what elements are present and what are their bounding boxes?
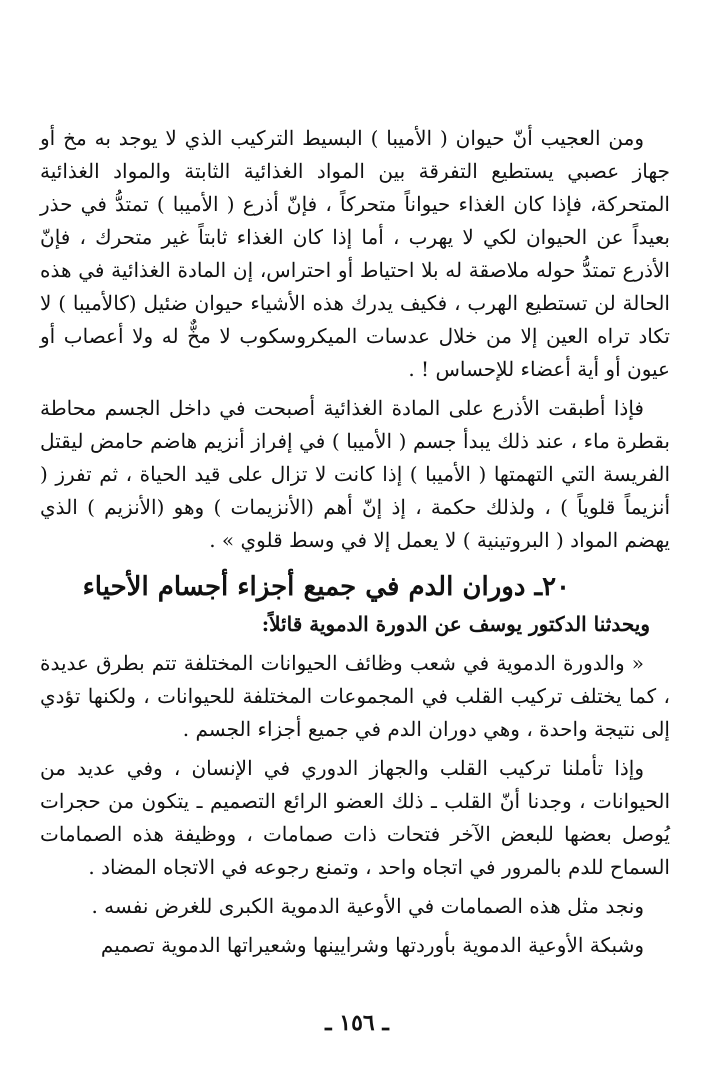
paragraph-circulation-3: ونجد مثل هذه الصمامات في الأوعية الدموية الكبرى للغرض نفسه . (91, 894, 644, 918)
section-subheading: ويحدثنا الدكتور يوسف عن الدورة الدموية قائلاً: (261, 612, 650, 636)
paragraph-amoeba-digestion: فإذا أطبقت الأذرع على المادة الغذائية أصبحت في داخل الجسم محاطة بقطرة ماء ، عند ذلك يبدأ جسم ( الأميبا ) في إفراز أنزيم هاضم حامض ليقتل الفريسة التي التهمتها ( الأميبا ) إذا كانت لا تزال على قيد الحياة ، ثم تفرز ( أنزيماً قلوياً ) ، ولذلك حكمة ، إذ إنّ أهم (الأنزيمات ) وهو (الأنزيم ) الذي يهضم المواد ( البروتينية ) لا يعمل إلا في وسط قلوي » . (40, 396, 670, 552)
page-number: ـ ١٥٦ ـ (325, 1010, 389, 1036)
paragraph-circulation-1: « والدورة الدموية في شعب وظائف الحيوانات المختلفة تتم بطرق عديدة ، كما يختلف تركيب القلب في المجموعات المختلفة للحيوانات ، ولكنها تؤدي إلى نتيجة واحدة ، وهي دوران الدم في جميع أجزاء الجسم . (40, 651, 670, 741)
paragraph-amoeba-intro: ومن العجيب أنّ حيوان ( الأميبا ) البسيط التركيب الذي لا يوجد به مخ أو جهاز عصبي يستطيع التفرقة بين المواد الغذائية الثابتة والمواد الغذائية المتحركة، فإذا كان الغذاء حيواناً متحركاً ، فإنّ أذرع ( الأميبا ) تمتدُّ في حذر بعيداً عن الحيوان لكي لا يهرب ، أما إذا كان الغذاء ثابتاً غير متحرك ، فإنّ الأذرع تمتدُّ حوله ملاصقة له بلا احتياط أو احتراس، إن المادة الغذائية في هذه الحالة لن تستطيع الهرب ، فكيف يدرك هذه الأشياء حيوان ضئيل (كالأميبا ) لا تكاد تراه العين إلا من خلال عدسات الميكروسكوب لا مخٌّ له ولا أعصاب أو عيون أو أية أعضاء للإحساس ! . (40, 126, 670, 381)
section-heading: ٢٠ـ دوران الدم في جميع أجزاء أجسام الأحياء (82, 572, 570, 602)
paragraph-circulation-4: وشبكة الأوعية الدموية بأوردتها وشرايينها وشعيراتها الدموية تصميم (100, 933, 644, 957)
paragraph-circulation-2: وإذا تأملنا تركيب القلب والجهاز الدوري في الإنسان ، وفي عديد من الحيوانات ، وجدنا أنّ القلب ـ ذلك العضو الرائع التصميم ـ يتكون من حجرات يُوصل بعضها للبعض الآخر فتحات ذات صمامات ، ووظيفة هذه الصمامات السماح للدم بالمرور في اتجاه واحد ، وتمنع رجوعه في الاتجاه المضاد . (40, 756, 670, 879)
